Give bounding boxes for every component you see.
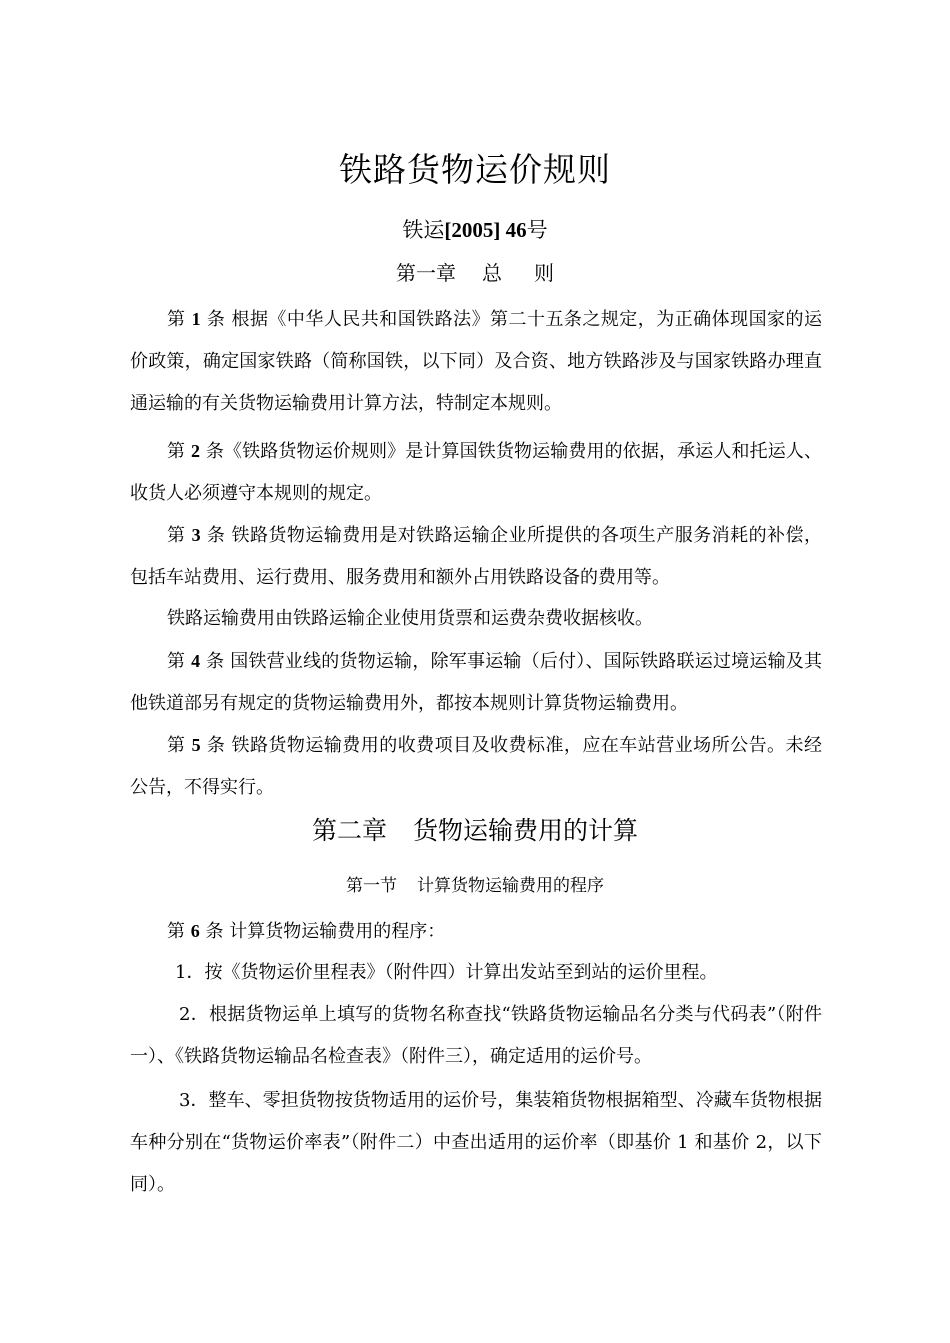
list-item-3-text: 3．整车、零担货物按货物适用的运价号，集装箱货物根据箱型、冷藏车货物根据车种分别在“货物运价率表”（附件二）中查出适用的运价率（即基价 1 和基价 2，以下同）。 [130, 1090, 822, 1195]
chapter-two-title: 货物运输费用的计算 [413, 816, 639, 845]
article-3-text: 铁路货物运输费用是对铁路运输企业所提供的各项生产服务消耗的补偿，包括车站费用、运行费用、服务费用和额外占用铁路设备的费用等。 [130, 525, 822, 588]
article-1-number: 1 [191, 309, 201, 329]
list-item-1-text: 1．按《货物运价里程表》（附件四）计算出发站至到站的运价里程。 [175, 962, 718, 983]
document-number [0, 215, 950, 245]
article-1-label-pre: 第 [167, 309, 192, 330]
article-1-text: 根据《中华人民共和国铁路法》第二十五条之规定，为正确体现国家的运价政策，确定国家铁路（简称国铁，以下同）及合资、地方铁路涉及与国家铁路办理直通运输的有关货物运输费用计算方法，特制定本规则。 [130, 309, 822, 414]
article-2-label-pre: 第 [167, 441, 191, 462]
article-2-label-post: 条 [199, 441, 224, 462]
list-item-2 [130, 994, 822, 1078]
chapter-two-heading [0, 812, 950, 850]
doc-number-prefix: 铁运 [402, 218, 445, 242]
document-title: 铁路货物运价规则 [339, 150, 611, 189]
article-1-label-post: 条 [200, 309, 226, 330]
section-one-title: 计算货物运输费用的程序 [417, 876, 604, 896]
article-1 [130, 298, 822, 425]
section-one-label: 第一节 [346, 876, 397, 896]
article-4 [130, 640, 822, 725]
list-item-3 [130, 1080, 822, 1206]
article-5-label-post: 条 [200, 735, 226, 756]
chapter-two-label: 第二章 [311, 816, 387, 845]
list-item-1 [130, 952, 822, 994]
article-5-number: 5 [191, 735, 201, 755]
chapter-one-title-part1: 总 [482, 261, 502, 285]
article-6 [130, 910, 822, 953]
chapter-one-title-part2: 则 [534, 261, 554, 285]
article-3 [130, 514, 822, 599]
chapter-one-heading [0, 258, 950, 288]
article-6-label-pre: 第 [167, 921, 191, 942]
chapter-one-label: 第一章 [396, 261, 456, 285]
article-3-label-post: 条 [200, 525, 226, 546]
article-3-label-pre: 第 [167, 525, 192, 546]
article-2-number: 2 [190, 441, 200, 461]
article-3-extra-text: 铁路运输费用由铁路运输企业使用货票和运费杂费收据核收。 [167, 608, 653, 629]
article-2 [130, 430, 822, 515]
article-5-label-pre: 第 [167, 735, 192, 756]
article-5-text: 铁路货物运输费用的收费项目及收费标准，应在车站营业场所公告。未经公告，不得实行。 [130, 735, 822, 798]
list-item-2-text: 2．根据货物运单上填写的货物名称查找“铁路货物运输品名分类与代码表”（附件一）、《铁路货物运输品名检查表》（附件三），确定适用的运价号。 [130, 1004, 822, 1067]
article-4-text: 国铁营业线的货物运输，除军事运输（后付）、国际铁路联运过境运输及其他铁道部另有规定的货物运输费用外，都按本规则计算货物运输费用。 [130, 651, 822, 714]
article-4-number: 4 [191, 651, 201, 671]
article-3-number: 3 [191, 525, 201, 545]
article-4-label-pre: 第 [167, 651, 192, 672]
article-5 [130, 724, 822, 809]
article-3-extra [130, 598, 822, 640]
doc-number-suffix: 号 [526, 218, 548, 242]
doc-number-value: [2005] 46 [444, 218, 527, 242]
article-6-label-post: 条 [199, 921, 224, 942]
article-6-text: 计算货物运输费用的程序： [223, 921, 446, 942]
article-2-text: 《铁路货物运价规则》是计算国铁货物运输费用的依据，承运人和托运人、收货人必须遵守本规则的规定。 [130, 441, 822, 504]
article-6-number: 6 [190, 921, 200, 941]
section-one-heading [0, 872, 950, 900]
article-4-label-post: 条 [200, 651, 225, 672]
